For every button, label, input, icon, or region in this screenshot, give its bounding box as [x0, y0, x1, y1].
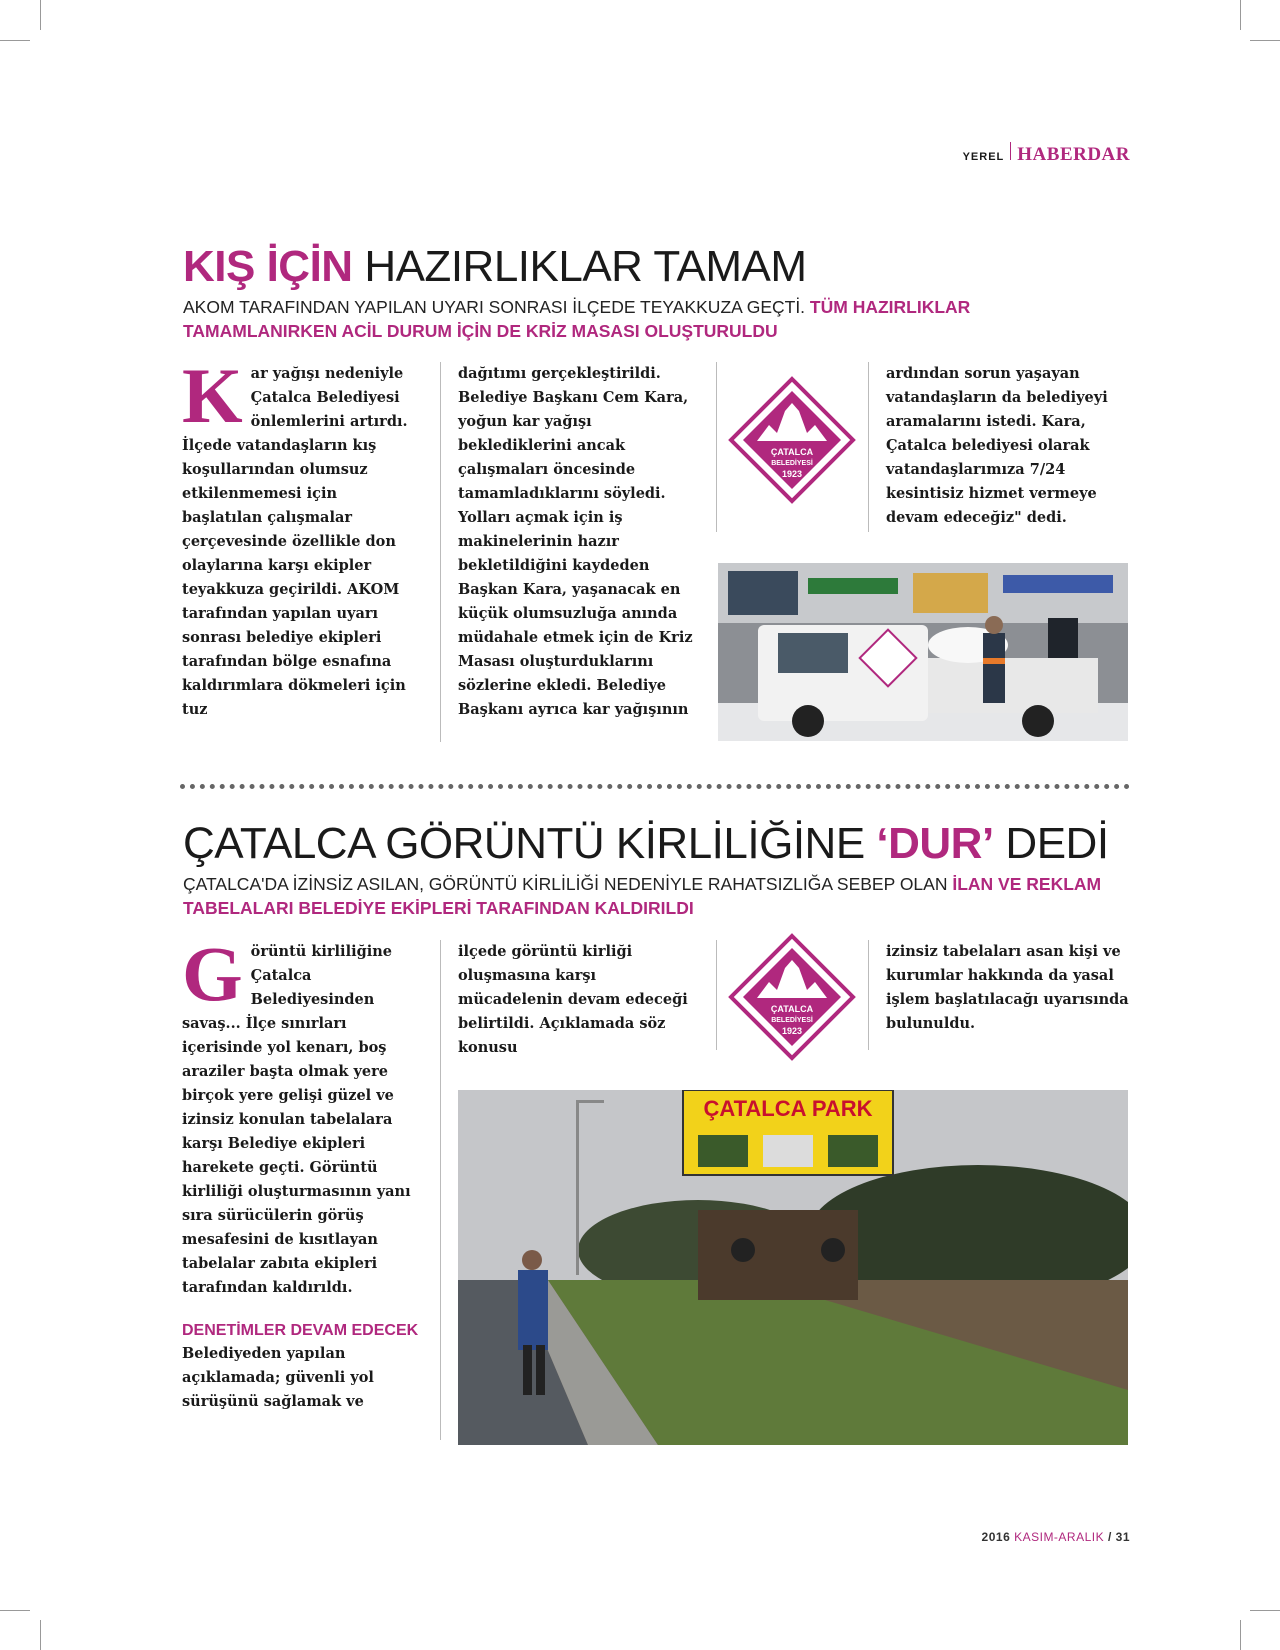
crop-mark: [1250, 1610, 1280, 1611]
article1-col2-text: dağıtımı gerçekleştirildi. Belediye Başkanı Cem Kara, yoğun kar yağışı beklediklerini ancak çalışmaları öncesinde tamamladıklarını söyledi. Yolları açmak için iş makinelerinin hazır bekletildiğini kaydeden Başkan Kara, yaşanacak en küçük olumsuzluğa anında müdahale etmek için de Kriz Masası oluşturduklarını sözlerine ekledi. Belediye Başkanı ayrıca kar yağışının: [458, 365, 693, 718]
footer-year: 2016: [981, 1530, 1011, 1544]
article2-subtitle: [183, 872, 1103, 920]
page-number: 31: [1115, 1530, 1130, 1544]
crop-mark: [40, 0, 41, 30]
column-divider: [716, 940, 717, 1050]
article-separator: [180, 784, 1130, 789]
column-divider: [716, 362, 717, 532]
article2-col1-text: örüntü kirliliğine Çatalca Belediyesinden savaş... İlçe sınırları içerisinde yol kenarı, boş araziler başta olmak yere birçok yere gelişi güzel ve izinsiz konulan tabelalara karşı Belediye ekipleri harekete geçti. Görüntü kirliliği oluşturmasının yanı sıra sürücülerin görüş mesafesini de kısıtlayan tabelalar zabıta ekipleri tarafından kaldırıldı.: [182, 943, 411, 1296]
article2-col1b-text: Belediyeden yapılan açıklamada; güvenli yol sürüşünü sağlamak ve: [182, 1345, 374, 1410]
article1-title-highlight: KIŞ İÇİN: [183, 242, 353, 291]
article2-subtitle-plain: ÇATALCA'DA İZİNSİZ ASILAN, GÖRÜNTÜ KİRLİLİĞİ NEDENİYLE RAHATSIZLIĞA SEBEP OLAN: [183, 874, 948, 894]
logo-year: 1923: [781, 1026, 803, 1036]
article1-title: [183, 242, 807, 291]
logo-year: 1923: [781, 469, 803, 479]
article2-column-2: [458, 940, 698, 1060]
article1-subtitle: [183, 295, 1103, 343]
column-divider: [868, 362, 869, 532]
article2-title: [183, 819, 1109, 868]
crop-mark: [1240, 1620, 1241, 1650]
article1-title-rest: HAZIRLIKLAR TAMAM: [364, 242, 807, 291]
logo-line2: BELEDİYESİ: [771, 1017, 813, 1024]
article2-title-plain2: DEDİ: [1005, 819, 1109, 868]
crop-mark: [40, 1620, 41, 1650]
article2-column-3: [886, 940, 1136, 1036]
article2-dropcap: G: [182, 930, 243, 1017]
header-divider: [1010, 142, 1011, 160]
column-divider: [440, 940, 441, 1440]
page-footer: 2016 KASIM-ARALIK / 31: [981, 1530, 1130, 1544]
magazine-name: HABERDAR: [1017, 144, 1130, 165]
article2-col3-text: izinsiz tabelaları asan kişi ve kurumlar hakkında da yasal işlem başlatılacağı uyarısında bulunuldu.: [886, 943, 1129, 1032]
article2-subhead: DENETİMLER DEVAM EDECEK: [182, 1322, 419, 1339]
crop-mark: [1250, 40, 1280, 41]
article2-column-1: [182, 930, 422, 1414]
article2-subtitle-highlight: İLAN VE REKLAM TABELALARI BELEDİYE EKİPLERİ TARAFINDAN KALDIRILDI: [183, 874, 1102, 918]
photo-billboard-removal: [458, 1090, 1128, 1445]
article1-subtitle-plain: AKOM TARAFINDAN YAPILAN UYARI SONRASI İLÇEDE TEYAKKUZA GEÇTİ.: [183, 297, 806, 317]
article2-title-highlight: ‘DUR’: [876, 819, 994, 868]
column-divider: [868, 940, 869, 1050]
logo-line1: ÇATALCA: [770, 1004, 814, 1014]
photo-municipal-truck: [718, 563, 1128, 741]
article1-column-1: [182, 352, 422, 722]
article1-column-2: [458, 362, 698, 722]
crop-mark: [0, 40, 30, 41]
article2-col2-text: ilçede görüntü kirliği oluşmasına karşı mücadelenin devam edeceği belirtildi. Açıklamada söz konusu: [458, 943, 688, 1056]
running-header: [963, 142, 1130, 166]
article1-col3-text: ardından sorun yaşayan vatandaşların da belediyeyi aramalarını istedi. Kara, Çatalca belediyesi olarak vatandaşlarımıza 7/24 kesintisiz hizmet vermeye devam edeceğiz" dedi.: [886, 365, 1108, 526]
logo-line1: ÇATALCA: [770, 447, 814, 457]
billboard-text: ÇATALCA PARK: [703, 1096, 873, 1121]
article1-subtitle-highlight: TÜM HAZIRLIKLAR TAMAMLANIRKEN ACİL DURUM İÇİN DE KRİZ MASASI OLUŞTURULDU: [183, 297, 971, 341]
section-label: YEREL: [962, 151, 1005, 163]
crop-mark: [0, 1610, 30, 1611]
article1-column-3: [886, 362, 1136, 530]
catalca-belediyesi-logo: [727, 375, 857, 505]
article1-col1-text: ar yağışı nedeniyle Çatalca Belediyesi önlemlerini artırdı. İlçede vatandaşların kış koşullarından olumsuz etkilenmemesi için başlatılan çalışmalar çerçevesinde özellikle don olaylarına karşı ekipler teyakkuza geçirildi. AKOM tarafından yapılan uyarı sonrası belediye ekipleri tarafından bölge esnafına kaldırımlara dökmeleri için tuz: [182, 365, 408, 718]
article2-title-plain1: ÇATALCA GÖRÜNTÜ KİRLİLİĞİNE: [183, 819, 865, 868]
catalca-belediyesi-logo: [727, 932, 857, 1062]
article1-dropcap: K: [182, 352, 243, 439]
crop-mark: [1240, 0, 1241, 30]
footer-months: KASIM-ARALIK: [1014, 1530, 1105, 1544]
logo-line2: BELEDİYESİ: [771, 460, 813, 467]
column-divider: [440, 362, 441, 742]
